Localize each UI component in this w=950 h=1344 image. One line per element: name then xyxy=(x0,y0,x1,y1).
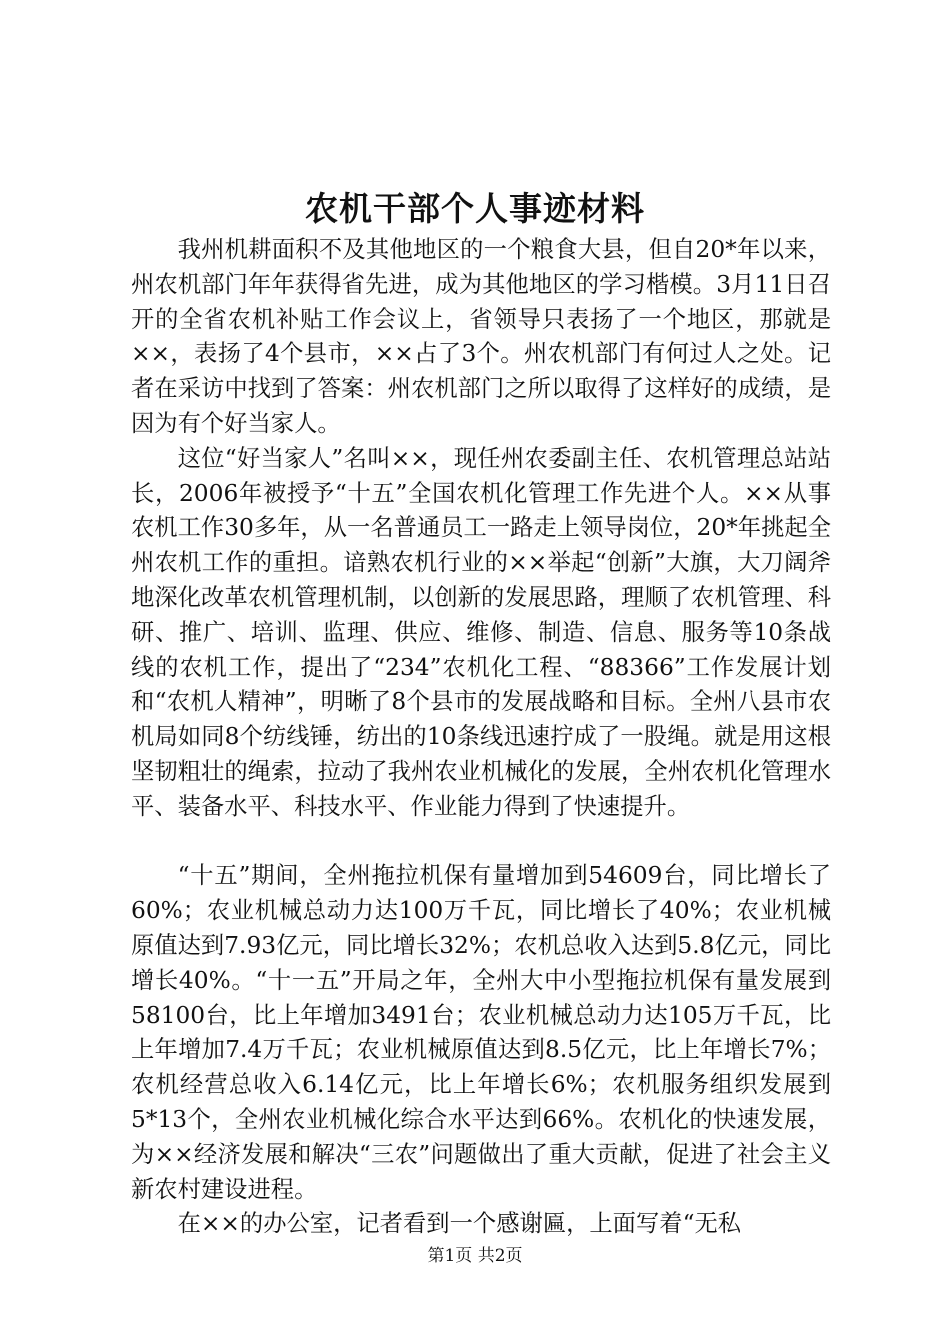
paragraph-office: 在××的办公室，记者看到一个感谢匾，上面写着“无私 xyxy=(177,1210,742,1238)
paragraph-intro: 我州机耕面积不及其他地区的一个粮食大县，但自20*年以来，州农机部门年年获得省先进，成为其他地区的学习楷模。3月11日召开的全省农机补贴工作会议上，省领导只表扬了一个地区，那就是××，表扬了4个县市，××占了3个。州农机部门有何过人之处。记者在采访中找到了答案：州农机部门之所以取得了这样好的成绩，是因为有个好当家人。 xyxy=(131,236,831,437)
document-title: 农机干部个人事迹材料 xyxy=(305,189,645,228)
document-body xyxy=(131,233,831,1242)
page-number-footer: 第1页 共2页 xyxy=(427,1246,523,1266)
paragraph-statistics: “十五”期间，全州拖拉机保有量增加到54609台，同比增长了60%；农业机械总动力达100万千瓦，同比增长了40%；农业机械原值达到7.93亿元，同比增长32%；农机总收入达到5.8亿元，同比增长40%。“十一五”开局之年，全州大中小型拖拉机保有量发展到58100台，比上年增加3491台；农业机械总动力达105万千瓦，比上年增加7.4万千瓦；农业机械原值达到8.5亿元，比上年增长7%；农机经营总收入6.14亿元，比上年增长6%；农机服务组织发展到5*13个，全州农业机械化综合水平达到66%。农机化的快速发展，为××经济发展和解决“三农”问题做出了重大贡献，促进了社会主义新农村建设进程。 xyxy=(131,862,831,1203)
paragraph-profile: 这位“好当家人”名叫××，现任州农委副主任、农机管理总站站长，2006年被授予“十五”全国农机化管理工作先进个人。××从事农机工作30多年，从一名普通员工一路走上领导岗位，20*年挑起全州农机工作的重担。谙熟农机行业的××举起“创新”大旗，大刀阔斧地深化改革农机管理机制，以创新的发展思路，理顺了农机管理、科研、推广、培训、监理、供应、维修、制造、信息、服务等10条战线的农机工作，提出了“234”农机化工程、“88366”工作发展计划和“农机人精神”，明晰了8个县市的发展战略和目标。全州八县市农机局如同8个纺线锤，纺出的10条线迅速拧成了一股绳。就是用这根坚韧粗壮的绳索，拉动了我州农业机械化的发展，全州农机化管理水平、装备水平、科技水平、作业能力得到了快速提升。 xyxy=(131,444,831,820)
